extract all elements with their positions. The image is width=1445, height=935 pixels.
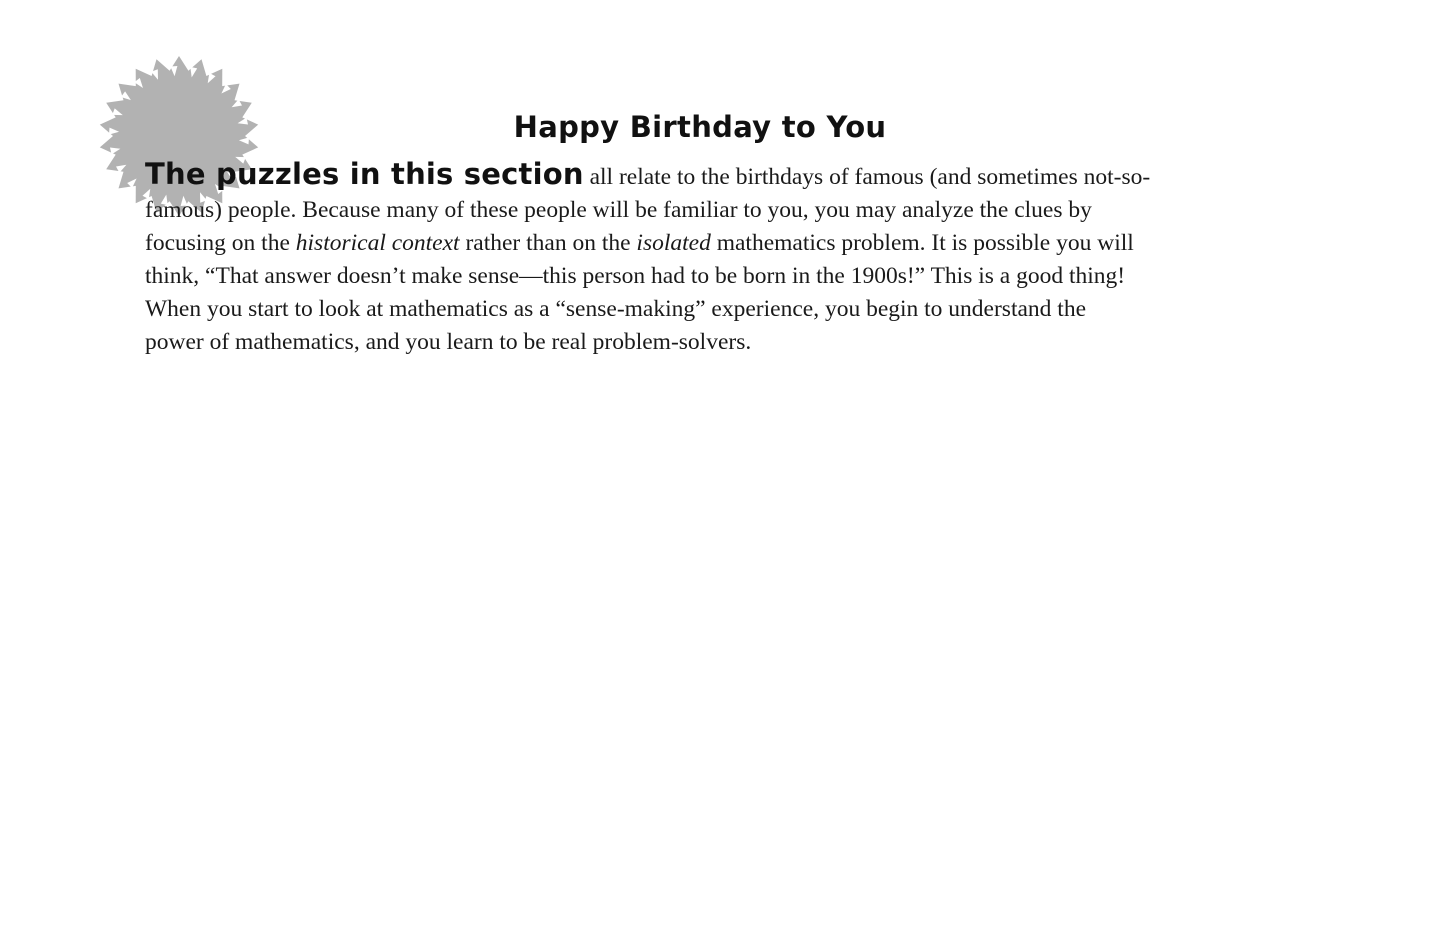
paragraph-line — [145, 194, 1255, 227]
text-run: When you start to look at mathematics as a “sense-making” experience, you begin to understand the — [145, 296, 1086, 322]
paragraph-line — [145, 326, 1255, 359]
text-run: rather than on the — [459, 230, 637, 256]
paragraph-line — [145, 158, 1255, 194]
emphasis-isolated: isolated — [636, 230, 711, 256]
text-run: power of mathematics, and you learn to be real problem-solvers. — [145, 329, 752, 355]
text-run: famous) people. Because many of these people will be familiar to you, you may analyze the clues by — [145, 197, 1092, 223]
text-run: mathematics problem. It is possible you will — [710, 230, 1134, 256]
paragraph-line — [145, 293, 1255, 326]
text-run: focusing on the — [145, 230, 296, 256]
text-run: think, “That answer doesn’t make sense—this person had to be born in the 1900s!” This is a good thing! — [145, 263, 1126, 289]
emphasis-historical-context: historical context — [295, 230, 460, 256]
paragraph-line — [145, 260, 1255, 293]
page-title: Happy Birthday to You — [513, 110, 887, 144]
text-run: all relate to the birthdays of famous (and sometimes not-so- — [583, 164, 1151, 190]
intro-paragraph — [145, 158, 1255, 359]
paragraph-line — [145, 227, 1255, 260]
lead-in-heading: The puzzles in this section — [145, 157, 584, 191]
